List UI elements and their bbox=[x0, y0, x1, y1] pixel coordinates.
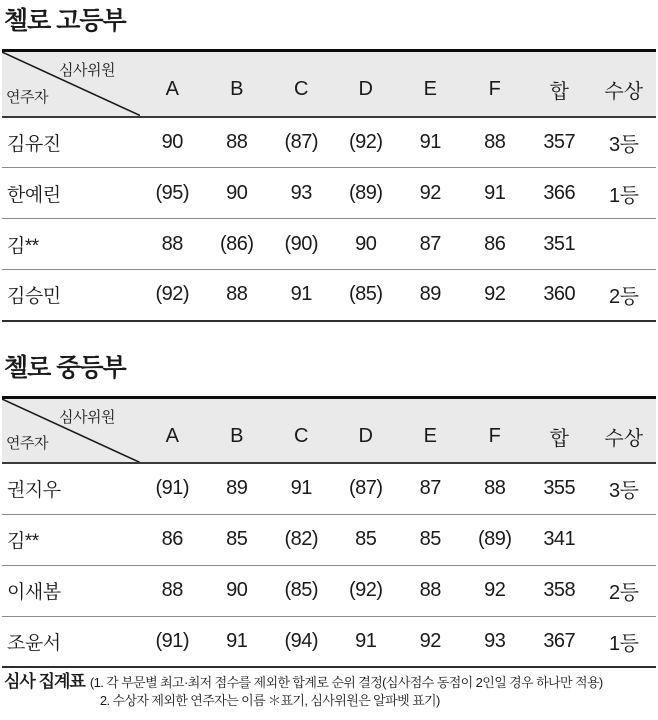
score-cell: 92 bbox=[419, 629, 441, 652]
section-cello-middle-school bbox=[2, 322, 656, 669]
column-header: 합 bbox=[527, 397, 592, 463]
score-cell: 88 bbox=[161, 232, 183, 255]
score-cell: 85 bbox=[226, 528, 248, 550]
performer-name: 권지우 bbox=[7, 480, 61, 502]
score-cell: (91) bbox=[155, 629, 190, 652]
score-cell: 91 bbox=[419, 130, 441, 153]
table-row bbox=[2, 219, 656, 270]
score-cell: (90) bbox=[284, 232, 319, 255]
column-header: B bbox=[205, 51, 270, 117]
score-cell: 86 bbox=[484, 232, 506, 255]
score-cell: 93 bbox=[290, 181, 312, 204]
score-cell: 88 bbox=[419, 579, 441, 601]
table-header bbox=[2, 51, 656, 117]
header-row bbox=[2, 397, 656, 463]
score-cell: 90 bbox=[161, 130, 183, 153]
score-cell: 91 bbox=[226, 629, 248, 652]
column-header: 수상 bbox=[592, 51, 657, 117]
judges-label: 심사위원 bbox=[59, 408, 115, 426]
score-table-middle-school bbox=[2, 396, 656, 669]
table-row bbox=[2, 514, 656, 565]
score-cell: 87 bbox=[419, 477, 441, 500]
table-row bbox=[2, 565, 656, 616]
corner-cell bbox=[2, 397, 140, 463]
score-cell: 90 bbox=[355, 232, 377, 255]
award-cell: 2등 bbox=[609, 286, 639, 309]
section-cello-high-school bbox=[2, 0, 656, 322]
score-cell: (92) bbox=[348, 130, 383, 153]
footnote-line-2: 2. 수상자 제외한 연주자는 이름 ＊표기, 심사위원은 알파벳 표기) bbox=[99, 692, 440, 708]
performer-name: 김** bbox=[7, 235, 39, 257]
score-cell: (94) bbox=[284, 629, 319, 652]
table-row bbox=[2, 117, 656, 168]
score-cell: (85) bbox=[348, 283, 383, 306]
score-cell: (89) bbox=[477, 528, 512, 550]
score-cell: (89) bbox=[348, 181, 383, 204]
score-cell: 92 bbox=[484, 283, 506, 306]
score-cell: 88 bbox=[226, 130, 248, 153]
table-body bbox=[2, 117, 656, 321]
total-cell: 351 bbox=[543, 232, 576, 255]
table-row bbox=[2, 168, 656, 219]
table-header bbox=[2, 397, 656, 463]
column-header: 수상 bbox=[592, 397, 657, 463]
score-cell: 91 bbox=[484, 181, 506, 204]
score-cell: 92 bbox=[419, 181, 441, 204]
score-cell: 85 bbox=[419, 528, 441, 550]
score-cell: (87) bbox=[348, 477, 383, 500]
score-cell: (87) bbox=[284, 130, 319, 153]
score-cell: 91 bbox=[290, 477, 312, 500]
score-cell: (92) bbox=[348, 579, 383, 601]
score-cell: (86) bbox=[219, 232, 254, 255]
total-cell: 341 bbox=[543, 528, 576, 550]
score-cell: 87 bbox=[419, 232, 441, 255]
total-cell: 357 bbox=[543, 130, 576, 153]
column-header: C bbox=[269, 397, 334, 463]
total-cell: 358 bbox=[543, 579, 576, 601]
footnote-title: 심사 집계표 bbox=[4, 672, 85, 691]
score-cell: 93 bbox=[484, 629, 506, 652]
score-cell: 88 bbox=[161, 579, 183, 601]
score-cell: (85) bbox=[284, 579, 319, 601]
award-cell: 1등 bbox=[609, 184, 639, 207]
score-cell: 86 bbox=[161, 528, 183, 550]
award-cell bbox=[592, 514, 657, 565]
score-cell: 88 bbox=[484, 477, 506, 500]
total-cell: 366 bbox=[543, 181, 576, 204]
corner-cell bbox=[2, 51, 140, 117]
performer-label: 연주자 bbox=[6, 435, 48, 452]
column-header: A bbox=[140, 51, 205, 117]
column-header: F bbox=[463, 51, 528, 117]
score-cell: 91 bbox=[290, 283, 312, 306]
award-cell: 1등 bbox=[609, 632, 639, 655]
total-cell: 355 bbox=[543, 477, 576, 500]
column-header: E bbox=[398, 397, 463, 463]
table-title-high-school: 첼로 고등부 bbox=[4, 7, 126, 35]
column-header: 합 bbox=[527, 51, 592, 117]
footnote bbox=[2, 673, 656, 709]
score-cell: 90 bbox=[226, 579, 248, 601]
score-cell: 90 bbox=[226, 181, 248, 204]
score-cell: 89 bbox=[226, 477, 248, 500]
performer-name: 한예린 bbox=[7, 184, 61, 206]
footnote-text bbox=[90, 674, 603, 709]
performer-name: 이새봄 bbox=[7, 582, 61, 603]
score-cell: (92) bbox=[155, 283, 190, 306]
score-cell: 89 bbox=[419, 283, 441, 306]
award-cell bbox=[592, 219, 657, 270]
score-cell: 88 bbox=[226, 283, 248, 306]
column-header: A bbox=[140, 397, 205, 463]
column-header: D bbox=[334, 51, 399, 117]
table-row bbox=[2, 616, 656, 667]
judges-label: 심사위원 bbox=[59, 62, 115, 79]
column-header: B bbox=[205, 397, 270, 463]
total-cell: 360 bbox=[543, 283, 576, 306]
award-cell: 3등 bbox=[609, 480, 639, 503]
score-table-high-school bbox=[2, 49, 656, 322]
column-header: D bbox=[334, 397, 399, 463]
column-header: C bbox=[269, 51, 334, 117]
award-cell: 2등 bbox=[609, 582, 639, 604]
table-row bbox=[2, 463, 656, 514]
footnote-line-1: (1. 각 부문별 최고·최저 점수를 제외한 합계로 순위 결정(심사점수 동점이 2인일 경우 하나만 적용) bbox=[89, 675, 603, 690]
table-title-middle-school: 첼로 중등부 bbox=[4, 353, 126, 382]
table-row bbox=[2, 270, 656, 321]
performer-name: 김유진 bbox=[7, 133, 61, 155]
score-cell: 85 bbox=[355, 528, 377, 550]
performer-name: 조윤서 bbox=[7, 632, 61, 654]
score-cell: 91 bbox=[355, 629, 377, 652]
column-header: E bbox=[398, 51, 463, 117]
column-header: F bbox=[463, 397, 528, 463]
header-row bbox=[2, 51, 656, 117]
performer-label: 연주자 bbox=[6, 88, 48, 106]
total-cell: 367 bbox=[543, 629, 576, 652]
score-cell: (91) bbox=[155, 477, 190, 500]
performer-name: 김** bbox=[7, 531, 39, 552]
performer-name: 김승민 bbox=[7, 286, 61, 308]
score-cell: 92 bbox=[484, 579, 506, 601]
score-cell: 88 bbox=[484, 130, 506, 153]
table-body bbox=[2, 463, 656, 667]
score-cell: (95) bbox=[155, 181, 190, 204]
score-cell: (82) bbox=[284, 528, 319, 550]
award-cell: 3등 bbox=[609, 133, 639, 156]
